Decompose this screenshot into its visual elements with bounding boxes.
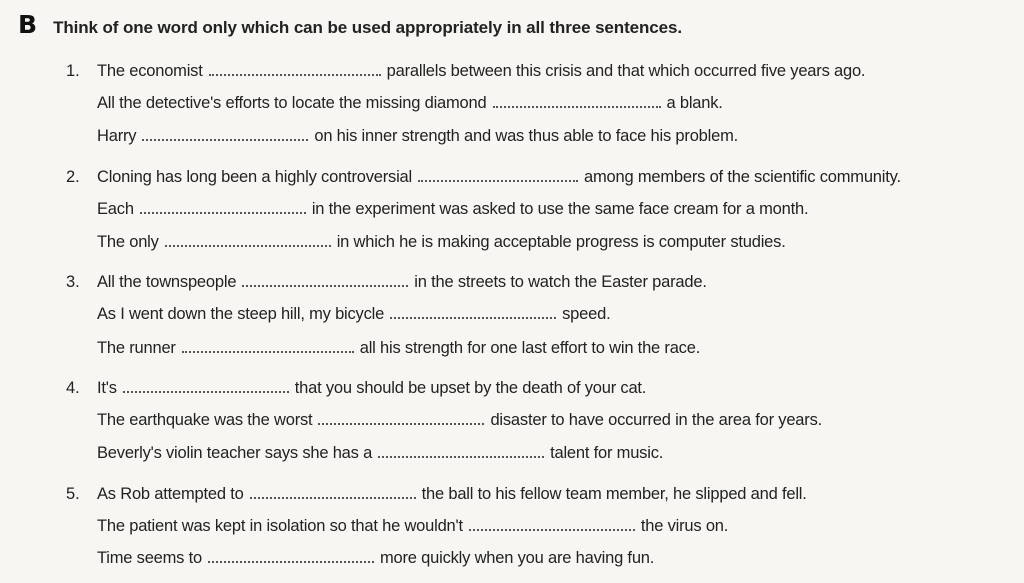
- sentence-line: [97, 273, 707, 292]
- sentence-line: [97, 549, 654, 568]
- sentence-line: [97, 485, 807, 504]
- answer-blank[interactable]: [250, 496, 416, 499]
- sentence-line: [97, 233, 786, 252]
- sentence-line: [97, 168, 901, 187]
- sentence-line: [97, 127, 738, 146]
- answer-blank[interactable]: [378, 455, 544, 458]
- sentence-text-before: Cloning has long been a highly controversial: [97, 168, 412, 186]
- sentence-text-after: parallels between this crisis and that which occurred five years ago.: [386, 62, 866, 80]
- answer-blank[interactable]: [142, 138, 308, 141]
- sentence-text-after: speed.: [562, 305, 611, 323]
- item-number: 3.: [66, 273, 80, 291]
- sentence-text-after: talent for music.: [550, 444, 664, 462]
- sentence-line: [97, 62, 865, 81]
- answer-blank[interactable]: [390, 316, 556, 319]
- sentence-text-before: It's: [97, 379, 117, 397]
- sentence-text-before: As Rob attempted to: [97, 485, 244, 503]
- sentence-text-before: The earthquake was the worst: [97, 411, 313, 429]
- sentence-text-before: Harry: [97, 127, 137, 145]
- sentence-text-after: on his inner strength and was thus able to face his problem.: [314, 127, 739, 145]
- answer-blank[interactable]: [208, 560, 374, 563]
- answer-blank[interactable]: [469, 528, 635, 531]
- sentence-text-after: among members of the scientific community.: [584, 168, 901, 186]
- answer-blank[interactable]: [165, 244, 331, 247]
- section-letter: B: [18, 10, 38, 39]
- sentence-text-before: All the detective's efforts to locate the missing diamond: [97, 94, 487, 112]
- answer-blank[interactable]: [242, 284, 408, 287]
- exercise-header: [18, 10, 682, 39]
- sentence-line: [97, 517, 728, 536]
- sentence-text-after: disaster to have occurred in the area for years.: [490, 411, 823, 429]
- sentence-text-before: The patient was kept in isolation so that he wouldn't: [97, 517, 463, 535]
- sentence-text-after: the ball to his fellow team member, he slipped and fell.: [421, 485, 807, 503]
- sentence-text-before: The economist: [97, 62, 203, 80]
- sentence-text-after: that you should be upset by the death of your cat.: [294, 379, 647, 397]
- sentence-line: [97, 411, 822, 430]
- sentence-text-before: Beverly's violin teacher says she has a: [97, 444, 373, 462]
- sentence-line: [97, 94, 723, 113]
- sentence-line: [97, 379, 646, 398]
- sentence-text-after: all his strength for one last effort to win the race.: [359, 339, 701, 357]
- sentence-text-before: As I went down the steep hill, my bicycle: [97, 305, 385, 323]
- item-number: 2.: [66, 168, 80, 186]
- item-number: 4.: [66, 379, 80, 397]
- sentence-text-before: Time seems to: [97, 549, 202, 567]
- instruction-text: Think of one word only which can be used appropriately in all three sentences.: [53, 18, 682, 37]
- sentence-text-after: more quickly when you are having fun.: [379, 549, 655, 567]
- item-number: 5.: [66, 485, 80, 503]
- sentence-text-before: The runner: [97, 339, 176, 357]
- sentence-text-before: The only: [97, 233, 159, 251]
- sentence-text-before: All the townspeople: [97, 273, 237, 291]
- answer-blank[interactable]: [209, 73, 381, 76]
- answer-blank[interactable]: [318, 422, 484, 425]
- item-number: 1.: [66, 62, 80, 80]
- answer-blank[interactable]: [418, 179, 578, 182]
- sentence-line: [97, 305, 610, 324]
- answer-blank[interactable]: [493, 105, 661, 108]
- sentence-text-after: the virus on.: [640, 517, 729, 535]
- answer-blank[interactable]: [123, 390, 289, 393]
- sentence-line: [97, 444, 663, 463]
- sentence-text-after: in which he is making acceptable progress is computer studies.: [336, 233, 786, 251]
- answer-blank[interactable]: [182, 350, 354, 353]
- sentence-text-after: a blank.: [666, 94, 723, 112]
- sentence-text-after: in the streets to watch the Easter parade.: [414, 273, 707, 291]
- sentence-line: [97, 339, 700, 358]
- sentence-line: [97, 200, 808, 219]
- sentence-text-after: in the experiment was asked to use the same face cream for a month.: [311, 200, 809, 218]
- sentence-text-before: Each: [97, 200, 134, 218]
- answer-blank[interactable]: [140, 211, 306, 214]
